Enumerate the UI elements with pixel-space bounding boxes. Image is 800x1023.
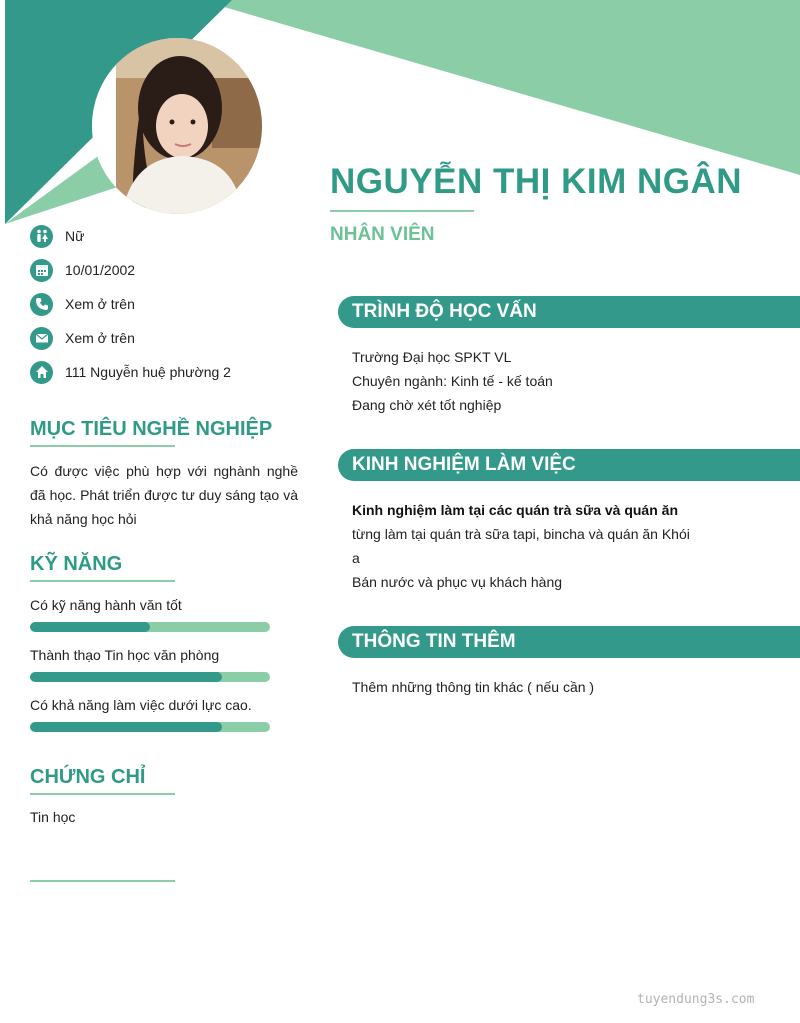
skill-level-fill xyxy=(30,722,222,732)
skill-name: Có khả năng làm việc dưới lực cao. xyxy=(30,697,252,713)
gender-icon xyxy=(30,225,53,248)
contact-phone xyxy=(30,292,310,316)
contact-address xyxy=(30,360,310,384)
phone-icon xyxy=(30,293,53,316)
certificates-heading: CHỨNG CHỈ xyxy=(30,766,146,788)
contact-gender xyxy=(30,224,310,248)
certificates-underline xyxy=(30,793,175,795)
skill-name: Thành thạo Tin học văn phòng xyxy=(30,647,220,663)
contact-birthdate-text: 10/01/2002 xyxy=(65,262,136,278)
watermark: tuyendung3s.com xyxy=(637,992,755,1007)
education-heading: TRÌNH ĐỘ HỌC VẤN xyxy=(338,296,800,328)
experience-heading: KINH NGHIỆM LÀM VIỆC xyxy=(338,449,800,481)
name-underline xyxy=(330,210,474,212)
experience-line: a xyxy=(352,550,360,566)
certificate-item: Tin học xyxy=(30,809,76,825)
additional-info-text: Thêm những thông tin khác ( nếu cần ) xyxy=(352,679,595,695)
skills-underline xyxy=(30,580,175,582)
profile-photo xyxy=(92,38,262,214)
objective-heading: MỤC TIÊU NGHỀ NGHIỆP xyxy=(30,418,273,440)
contact-address-text: 111 Nguyễn huệ phường 2 xyxy=(65,364,231,380)
skill-level-bar xyxy=(30,722,270,732)
objective-underline xyxy=(30,445,175,447)
additional-info-heading: THÔNG TIN THÊM xyxy=(338,626,800,658)
experience-line: Bán nước và phục vụ khách hàng xyxy=(352,574,563,590)
email-icon xyxy=(30,327,53,350)
calendar-icon xyxy=(30,259,53,282)
education-line: Trường Đại học SPKT VL xyxy=(352,349,512,365)
experience-title: Kinh nghiệm làm tại các quán trà sữa và quán ăn xyxy=(352,502,678,518)
candidate-position: NHÂN VIÊN xyxy=(330,224,435,245)
experience-line: từng làm tại quán trà sữa tapi, bincha và quán ăn Khói xyxy=(352,526,690,542)
contact-email xyxy=(30,326,310,350)
contact-email-text: Xem ở trên xyxy=(65,330,135,346)
skill-level-fill xyxy=(30,672,222,682)
contact-phone-text: Xem ở trên xyxy=(65,296,135,312)
skill-level-bar xyxy=(30,622,270,632)
skill-level-bar xyxy=(30,672,270,682)
skill-level-fill xyxy=(30,622,150,632)
education-line: Chuyên ngành: Kinh tế - kế toán xyxy=(352,373,553,389)
home-icon xyxy=(30,361,53,384)
contact-gender-text: Nữ xyxy=(65,228,85,244)
candidate-name: NGUYỄN THỊ KIM NGÂN xyxy=(330,162,742,201)
objective-text: Có được việc phù hợp với nghành nghề đã học. Phát triển được tư duy sáng tạo và khả năng học hỏi xyxy=(30,463,298,527)
education-line: Đang chờ xét tốt nghiệp xyxy=(352,397,502,413)
section-divider xyxy=(30,880,175,882)
contact-birthdate xyxy=(30,258,310,282)
skill-name: Có kỹ năng hành văn tốt xyxy=(30,597,182,613)
skills-heading: KỸ NĂNG xyxy=(30,553,123,575)
